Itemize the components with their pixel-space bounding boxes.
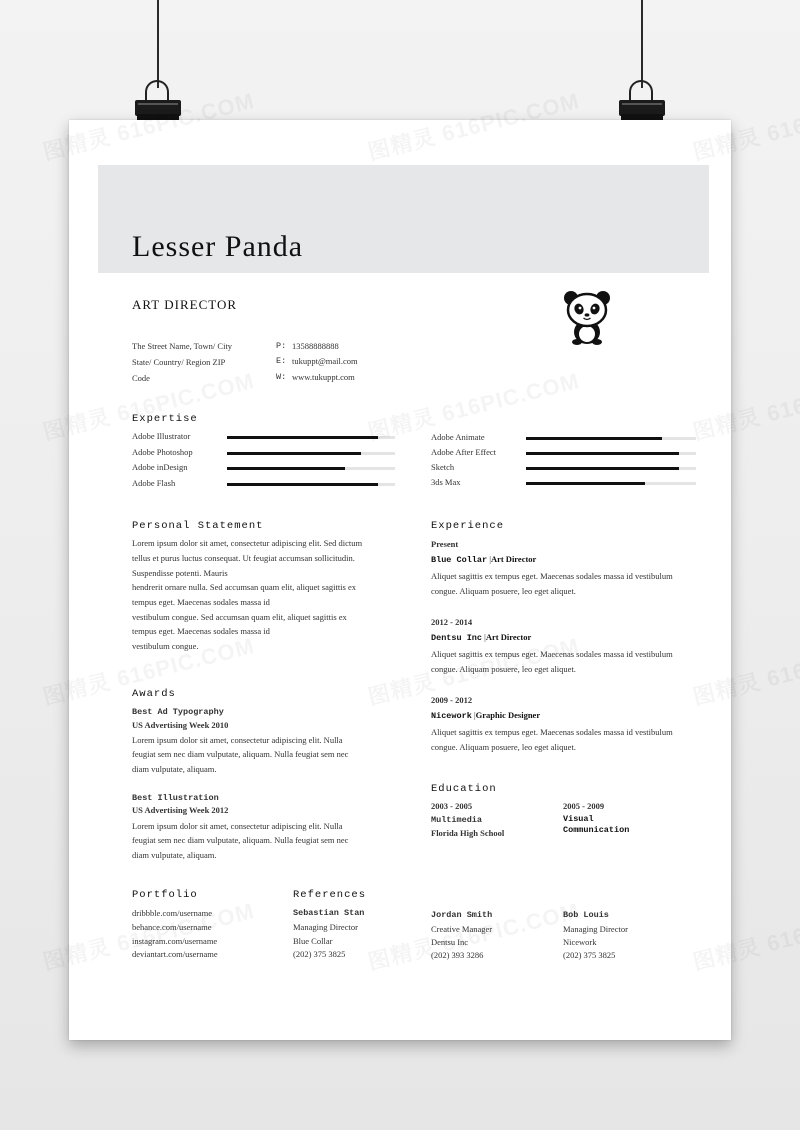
experience-period: Present [431,539,459,549]
award-line: Lorem ipsum dolor sit amet, consectetur adipiscing elit. Nulla [132,821,343,831]
reference-company: Dentsu Inc [431,937,469,947]
skill-label: 3ds Max [431,477,461,487]
skill-level-fill [526,437,662,440]
experience-period: 2009 - 2012 [431,695,473,705]
experience-line: congue. Aliquam posuere, leo eget aliquet. [431,586,576,596]
skill-level-bar [227,483,395,486]
skill-level-fill [526,467,679,470]
reference-name: Jordan Smith [431,910,493,920]
experience-line: congue. Aliquam posuere, leo eget aliquet. [431,664,576,674]
experience-company: Nicework [431,711,472,721]
award-subtitle: US Advertising Week 2010 [132,720,229,730]
web-value[interactable]: www.tukuppt.com [292,372,355,382]
expertise-heading: Expertise [132,413,198,425]
education-field: Visual Communication [563,814,630,835]
skill-label: Adobe Illustrator [132,431,191,441]
reference-name: Bob Louis [563,910,609,920]
hanging-wire-left [157,0,159,88]
experience-period: 2012 - 2014 [431,617,473,627]
awards-heading: Awards [132,688,176,700]
award-line: Lorem ipsum dolor sit amet, consectetur adipiscing elit. Nulla [132,735,343,745]
award-line: diam vulputate, aliquam. [132,850,217,860]
award-title: Best Ad Typography [132,707,224,717]
address-line-2: State/ Country/ Region ZIP [132,357,226,367]
phone-value: 13588888888 [292,341,339,351]
experience-heading: Experience [431,520,505,532]
portfolio-heading: Portfolio [132,889,198,901]
statement-line: vestibulum congue. Sed accumsan quam elit, aliquet sagittis ex [132,612,347,622]
statement-line: Lorem ipsum dolor sit amet, consectetur adipiscing elit. Sed dictum [132,538,363,548]
separator: | [489,554,491,564]
statement-line: tempus eget. Maecenas sodales massa id [132,597,270,607]
web-key: W: [276,372,287,382]
skill-level-bar [526,467,696,470]
resume-name: Lesser Panda [132,230,304,263]
panda-icon [559,288,615,346]
statement-line: tempus eget. Maecenas sodales massa id [132,626,270,636]
education-field: Multimedia [431,815,483,825]
skill-label: Adobe Flash [132,477,176,488]
reference-phone: (202) 393 3286 [431,950,484,960]
experience-role: Art Director [485,632,532,642]
skill-level-bar [526,452,696,455]
reference-phone: (202) 375 3825 [293,949,346,959]
address-line-3: Code [132,373,150,383]
experience-role: Art Director [490,554,537,564]
email-value[interactable]: tukuppt@mail.com [292,356,358,366]
skill-label: Adobe Photoshop [132,446,193,457]
skill-label: Adobe Animate [431,432,485,442]
skill-level-bar [227,467,395,470]
portfolio-link[interactable]: dribbble.com/username [132,908,213,918]
experience-title [431,554,536,565]
statement-line: tellus et purus luctus consequat. Ut feugiat accumsan sollicitudin. [132,553,355,563]
reference-company: Nicework [563,937,597,947]
skill-level-fill [526,452,679,455]
skill-level-bar [227,452,395,455]
experience-role: Graphic Designer [475,710,541,720]
personal-statement-heading: Personal Statement [132,520,264,532]
education-period: 2003 - 2005 [431,801,473,811]
education-period: 2005 - 2009 [563,801,605,811]
separator: | [473,710,476,720]
reference-name: Sebastian Stan [293,908,365,918]
experience-line: congue. Aliquam posuere, leo eget aliquet. [431,742,576,752]
skill-level-fill [227,467,345,470]
experience-company: Dentsu Inc [431,633,483,643]
skill-label: Sketch [431,462,455,472]
address-line-1: The Street Name, Town/ City [132,341,233,351]
skill-level-fill [227,483,378,486]
award-line: feugiat sem nec diam vulputate, aliquam. Nulla feugiat sem nec [132,835,349,845]
experience-line: Aliquet sagittis ex tempus eget. Maecenas sodales massa id vestibulum [431,727,673,737]
experience-title [431,710,540,721]
skill-level-fill [526,482,645,485]
skill-level-bar [526,482,696,485]
award-line: feugiat sem nec diam vulputate, aliquam. Nulla feugiat sem nec [132,749,349,759]
reference-phone: (202) 375 3825 [563,950,616,960]
portfolio-link[interactable]: instagram.com/username [132,936,218,946]
skill-level-bar [526,437,696,440]
experience-line: Aliquet sagittis ex tempus eget. Maecenas sodales massa id vestibulum [431,649,673,659]
resume-sheet [69,120,731,1040]
skill-label: Adobe After Effect [431,447,496,457]
experience-line: Aliquet sagittis ex tempus eget. Maecenas sodales massa id vestibulum [431,571,673,581]
skill-label: Adobe inDesign [132,462,188,472]
award-line: diam vulputate, aliquam. [132,764,217,774]
hanging-wire-right [641,0,643,88]
statement-line: vestibulum congue. [132,641,199,651]
resume-title: ART DIRECTOR [132,297,237,312]
references-heading: References [293,889,367,901]
reference-title: Creative Manager [431,924,493,934]
award-title: Best Illustration [132,793,219,803]
award-subtitle: US Advertising Week 2012 [132,805,229,815]
experience-company: Blue Collar [431,555,488,565]
separator: | [484,632,486,642]
reference-company: Blue Collar [293,936,333,946]
experience-title [431,632,531,643]
portfolio-link[interactable]: behance.com/username [132,922,212,932]
email-key: E: [276,356,287,366]
statement-line: Suspendisse potenti. Mauris [132,568,228,578]
education-heading: Education [431,783,497,795]
education-school: Florida High School [431,828,505,838]
skill-level-fill [227,436,378,439]
phone-key: P: [276,341,287,351]
portfolio-link[interactable]: deviantart.com/username [132,949,218,959]
reference-title: Managing Director [293,922,358,932]
skill-level-fill [227,452,361,455]
statement-line: hendrerit ornare nulla. Sed accumsan quam elit, aliquet sagittis ex [132,582,356,592]
reference-title: Managing Director [563,924,628,934]
